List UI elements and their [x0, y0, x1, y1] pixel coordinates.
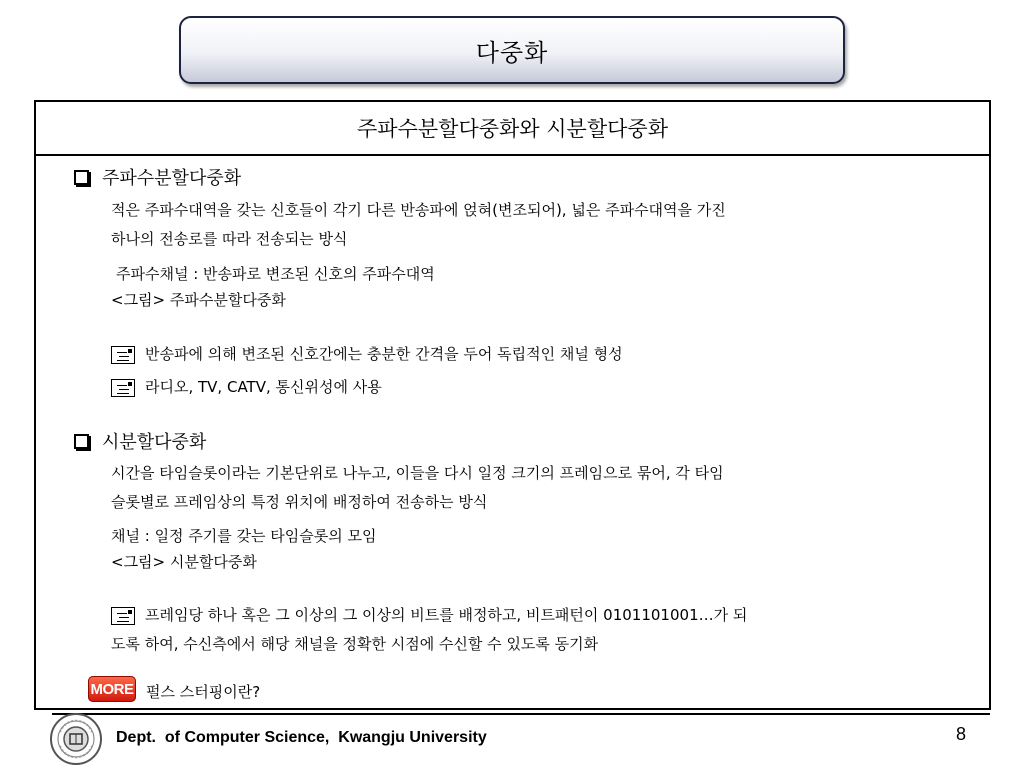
more-link[interactable]: 펄스 스터핑이란?: [146, 683, 261, 701]
tdm-heading: 시분할다중화: [102, 432, 207, 453]
content-title: 주파수분할다중화와 시분할다중화: [357, 117, 668, 141]
more-button[interactable]: MORE: [88, 676, 136, 702]
fdm-section-heading: [74, 164, 241, 190]
fdm-desc-line1: 적은 주파수대역을 갖는 신호들이 각기 다른 반송파에 얹혀(변조되어), 넓은 주파수대역을 가진: [111, 201, 726, 219]
fdm-point-1: [111, 343, 623, 364]
square-bullet-icon: [74, 434, 89, 449]
page-number: 8: [956, 724, 967, 744]
university-seal-logo: [48, 712, 104, 766]
tdm-point-1-text-line2: 도록 하여, 수신측에서 해당 채널을 정확한 시점에 수신할 수 있도록 동기화: [111, 635, 599, 653]
slide-title: 다중화: [475, 38, 549, 67]
note-list-icon: [111, 379, 135, 397]
tdm-figure-reference: <그림> 시분할다중화: [111, 553, 257, 571]
fdm-point-1-text: 반송파에 의해 변조된 신호간에는 충분한 간격을 두어 독립적인 채널 형성: [145, 345, 623, 363]
note-list-icon: [111, 607, 135, 625]
tdm-point-1-text-line1: 프레임당 하나 혹은 그 이상의 그 이상의 비트를 배정하고, 비트패턴이 0101101001…가 되: [145, 606, 748, 624]
tdm-desc-line1: 시간을 타임슬롯이라는 기본단위로 나누고, 이들을 다시 일정 크기의 프레임으로 묶어, 각 타임: [111, 464, 724, 482]
content-header: [36, 102, 989, 156]
footer-divider: [52, 713, 990, 715]
fdm-point-2-text: 라디오, TV, CATV, 통신위성에 사용: [145, 378, 382, 396]
fdm-channel-definition: 주파수채널 : 반송파로 변조된 신호의 주파수대역: [116, 265, 435, 283]
tdm-channel-definition: 채널 : 일정 주기를 갖는 타임슬롯의 모임: [111, 527, 377, 545]
fdm-desc-line2: 하나의 전송로를 따라 전송되는 방식: [111, 230, 348, 248]
fdm-heading: 주파수분할다중화: [102, 168, 242, 189]
square-bullet-icon: [74, 170, 89, 185]
tdm-desc-line2: 슬롯별로 프레임상의 특정 위치에 배정하여 전송하는 방식: [111, 493, 488, 511]
slide-title-box: [179, 16, 845, 84]
tdm-section-heading: [74, 428, 206, 454]
footer-department: Dept. of Computer Science, Kwangju University: [116, 729, 487, 746]
fdm-figure-reference: <그림> 주파수분할다중화: [111, 291, 286, 309]
fdm-point-2: [111, 376, 382, 397]
tdm-point-1: [111, 604, 747, 625]
note-list-icon: [111, 346, 135, 364]
